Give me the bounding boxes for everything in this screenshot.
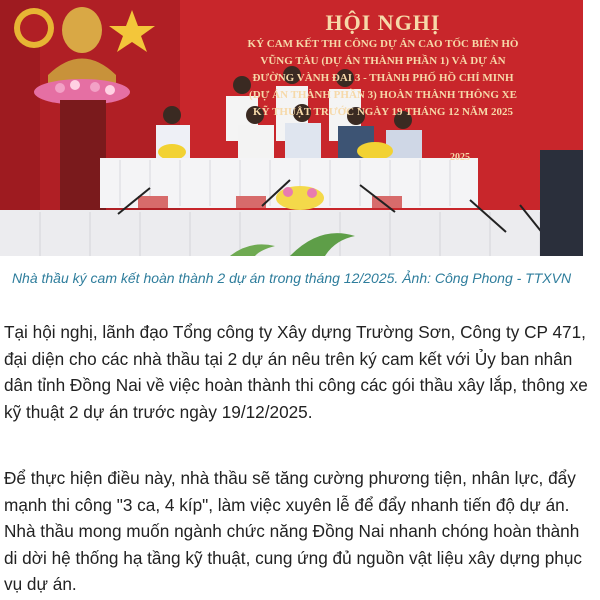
article-photo	[0, 0, 583, 256]
article-paragraph: Tại hội nghị, lãnh đạo Tổng công ty Xây dựng Trường Sơn, Công ty CP 471, đại diện cho các nhà thầu tại 2 dự án nêu trên ký cam kết với Ủy ban nhân dân tỉnh Đồng Nai về việc hoàn thành thi công các gói thầu xây lắp, thông xe kỹ thuật 2 dự án trước ngày 19/12/2025.	[4, 322, 588, 422]
banner-line: KỸ THUẬT TRƯỚC NGÀY 19 THÁNG 12 NĂM 2025	[253, 106, 513, 118]
banner-line: (DỰ ÁN THÀNH PHẦN 3) HOÀN THÀNH THÔNG XE	[249, 89, 517, 101]
banner-line: KÝ CAM KẾT THI CÔNG DỰ ÁN CAO TỐC BIÊN HÒ	[247, 38, 519, 50]
banner-line: VŨNG TÀU (DỰ ÁN THÀNH PHẦN 1) VÀ DỰ ÁN	[260, 55, 506, 67]
front-flowers	[276, 186, 324, 210]
banner-date: 2025	[450, 152, 470, 163]
banner-text	[183, 6, 583, 121]
banner-line: ĐƯỜNG VÀNH ĐAI 3 - THÀNH PHỐ HỒ CHÍ MINH	[252, 72, 514, 84]
banner-title: HỘI NGHỊ	[325, 10, 441, 35]
article-paragraph: Để thực hiện điều này, nhà thầu sẽ tăng cường phương tiện, nhân lực, đẩy mạnh thi công "3 ca, 4 kíp", làm việc xuyên lễ để đẩy nhanh tiến độ dự án. Nhà thầu mong muốn ngành chức năng Đồng Nai nhanh chóng hoàn thành di dời hệ thống hạ tầng kỹ thuật, cung ứng đủ nguồn vật liệu xây dựng phục vụ dự án.	[4, 468, 583, 594]
photo-caption: Nhà thầu ký cam kết hoàn thành 2 dự án trong tháng 12/2025. Ảnh: Công Phong - TTXVN	[11, 270, 572, 286]
party-emblem	[14, 8, 54, 48]
